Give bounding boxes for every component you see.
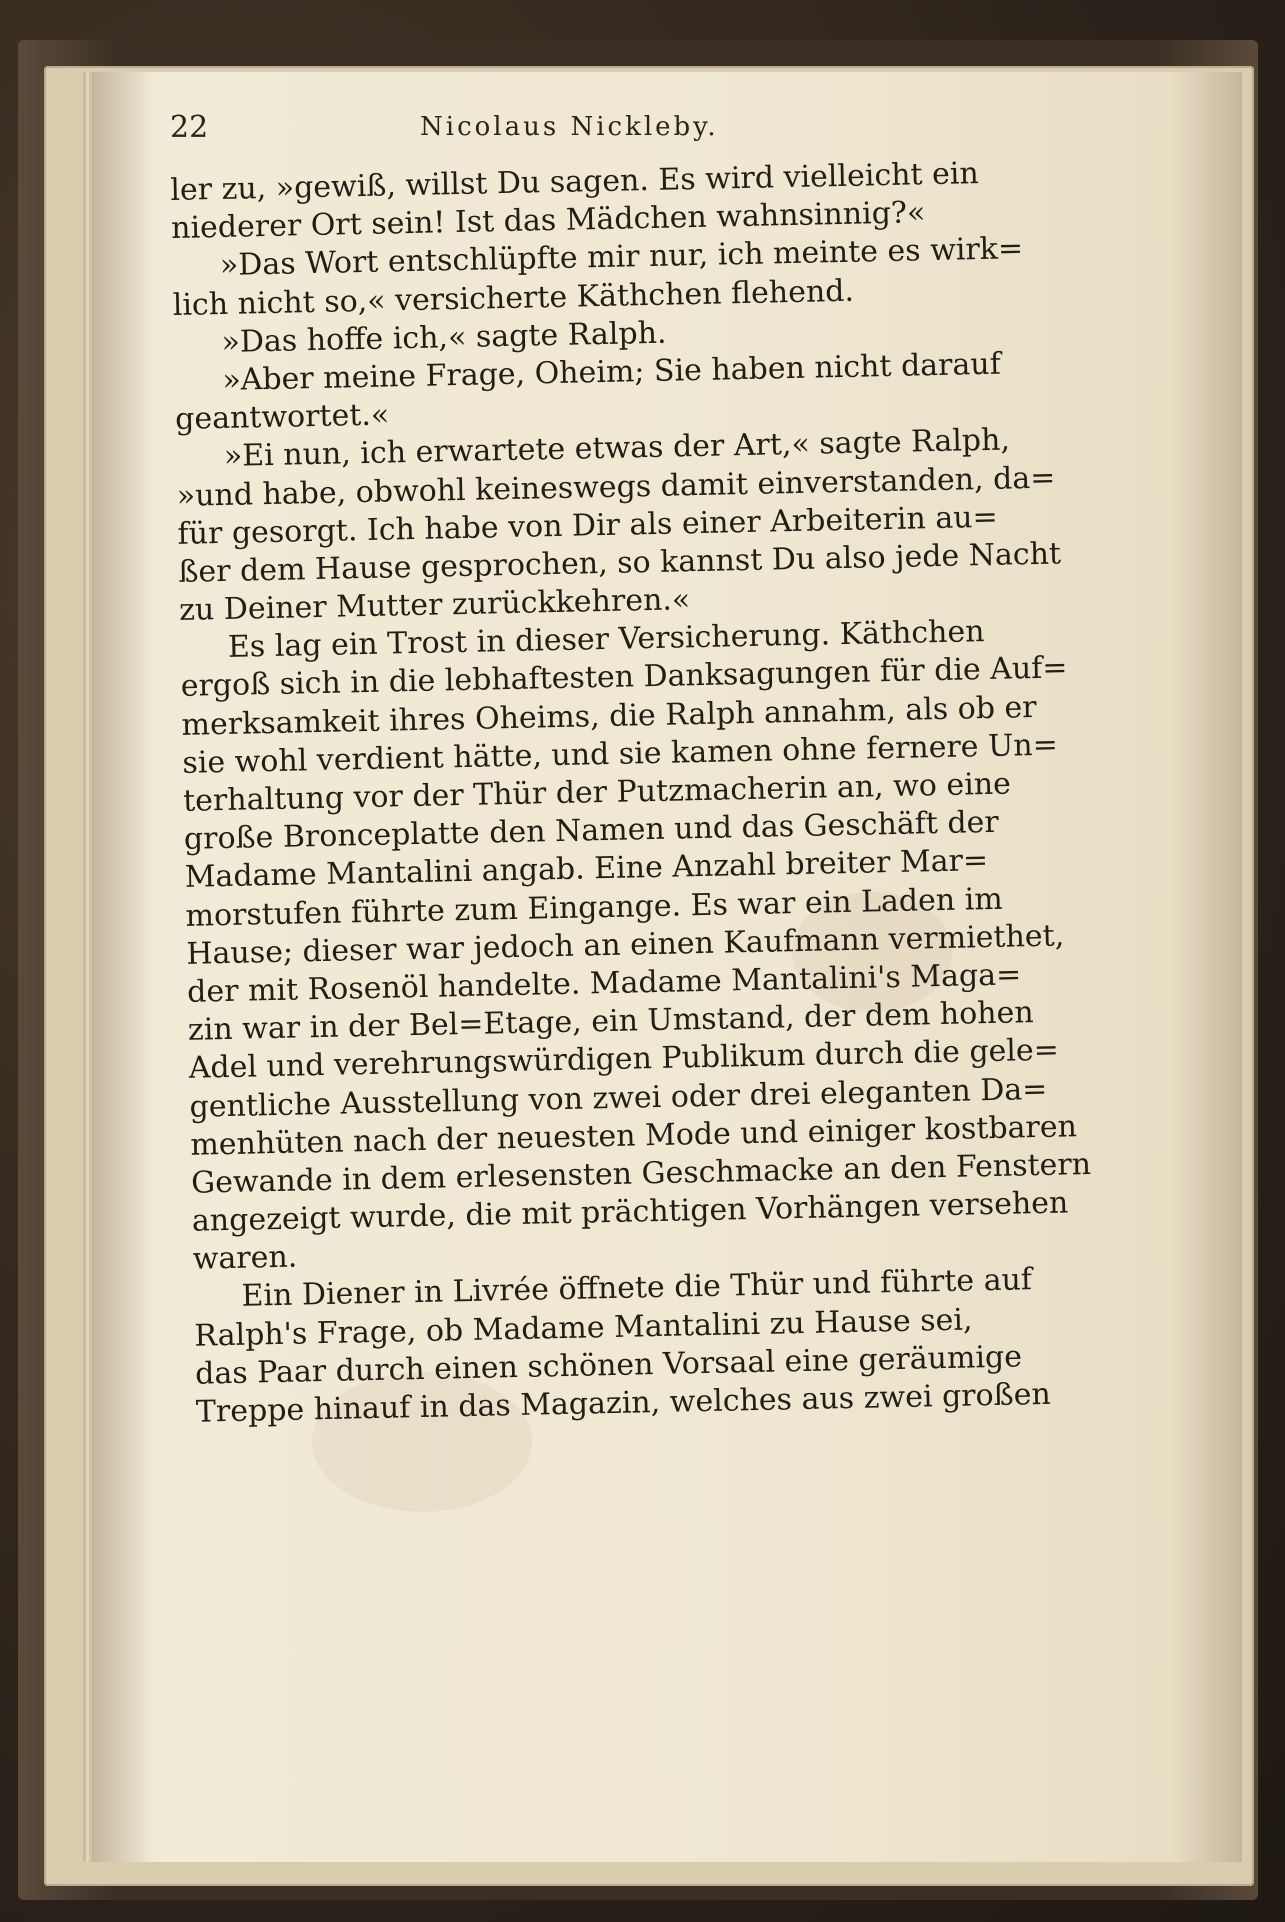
text-line: für gesorgt. Ich habe von Dir als einer Arbeiterin au= — [177, 499, 998, 552]
text-line: das Paar durch einen schönen Vorsaal eine geräumige — [194, 1339, 1023, 1392]
page-header — [170, 110, 870, 150]
text-line: geantwortet.« — [174, 397, 390, 438]
text-line: menhüten nach der neuesten Mode und einiger kostbaren — [190, 1108, 1078, 1163]
text-line: ergoß sich in die lebhaftesten Danksagungen für die Auf= — [180, 650, 1068, 705]
text-line: angezeigt wurde, die mit prächtigen Vorhängen versehen — [191, 1185, 1069, 1239]
text-line: ler zu, »gewiß, willst Du sagen. Es wird vielleicht ein — [170, 156, 980, 208]
text-line: »Aber meine Frage, Oheim; Sie haben nicht darauf — [222, 346, 1002, 398]
text-line: Hause; dieser war jedoch an einen Kaufmann vermiethet, — [186, 918, 1065, 972]
text-line: Madame Mantalini angab. Eine Anzahl breiter Mar= — [184, 843, 989, 896]
text-line: zin war in der Bel=Etage, ein Umstand, der dem hohen — [187, 995, 1034, 1048]
text-line: waren. — [192, 1239, 298, 1278]
text-line: Gewande in dem erlesensten Geschmacke an den Fenstern — [190, 1146, 1092, 1201]
text-line: niederer Ort sein! Ist das Mädchen wahnsinnig?« — [170, 195, 926, 247]
text-line: Es lag ein Trost in dieser Versicherung. Käthchen — [227, 614, 985, 666]
text-line: Ralph's Frage, ob Madame Mantalini zu Hause sei, — [194, 1302, 973, 1354]
body-text — [170, 153, 1096, 1432]
text-line: morstufen führte zum Eingange. Es war ein Laden im — [185, 881, 1004, 934]
text-line: Adel und verehrungswürdigen Publikum durch die gele= — [188, 1032, 1060, 1087]
text-line: terhaltung vor der Thür der Putzmacherin an, wo eine — [182, 766, 1012, 819]
text-line: zu Deiner Mutter zurückkehren.« — [178, 582, 691, 628]
gutter-shadow — [92, 72, 152, 1862]
text-line: merksamkeit ihres Oheims, die Ralph annahm, als ob er — [181, 689, 1037, 743]
text-line: »Das hoffe ich,« sagte Ralph. — [221, 315, 667, 360]
text-line: Ein Diener in Livrée öffnete die Thür und führte auf — [241, 1262, 1033, 1315]
page-number: 22 — [170, 110, 209, 145]
text-line: »und habe, obwohl keineswegs damit einverstanden, da= — [176, 460, 1056, 514]
text-line: lich nicht so,« versicherte Käthchen flehend. — [172, 273, 855, 323]
text-line: Treppe hinauf in das Magazin, welches aus zwei großen — [195, 1376, 1052, 1430]
text-line: große Bronceplatte den Namen und das Geschäft der — [183, 804, 1000, 858]
text-line: »Das Wort entschlüpfte mir nur, ich meinte es wirk= — [219, 231, 1024, 284]
text-line: ßer dem Hause gesprochen, so kannst Du also jede Nacht — [178, 536, 1062, 590]
text-line: gentliche Ausstellung von zwei oder drei eleganten Da= — [189, 1071, 1048, 1125]
text-line: sie wohl verdient hätte, und sie kamen ohne fernere Un= — [182, 727, 1059, 781]
page-right-edge — [1172, 72, 1242, 1862]
running-head: Nicolaus Nickleby. — [420, 112, 719, 142]
text-line: »Ei nun, ich erwartete etwas der Art,« sagte Ralph, — [223, 422, 1011, 475]
text-line: der mit Rosenöl handelte. Madame Mantalini's Maga= — [186, 957, 1022, 1010]
